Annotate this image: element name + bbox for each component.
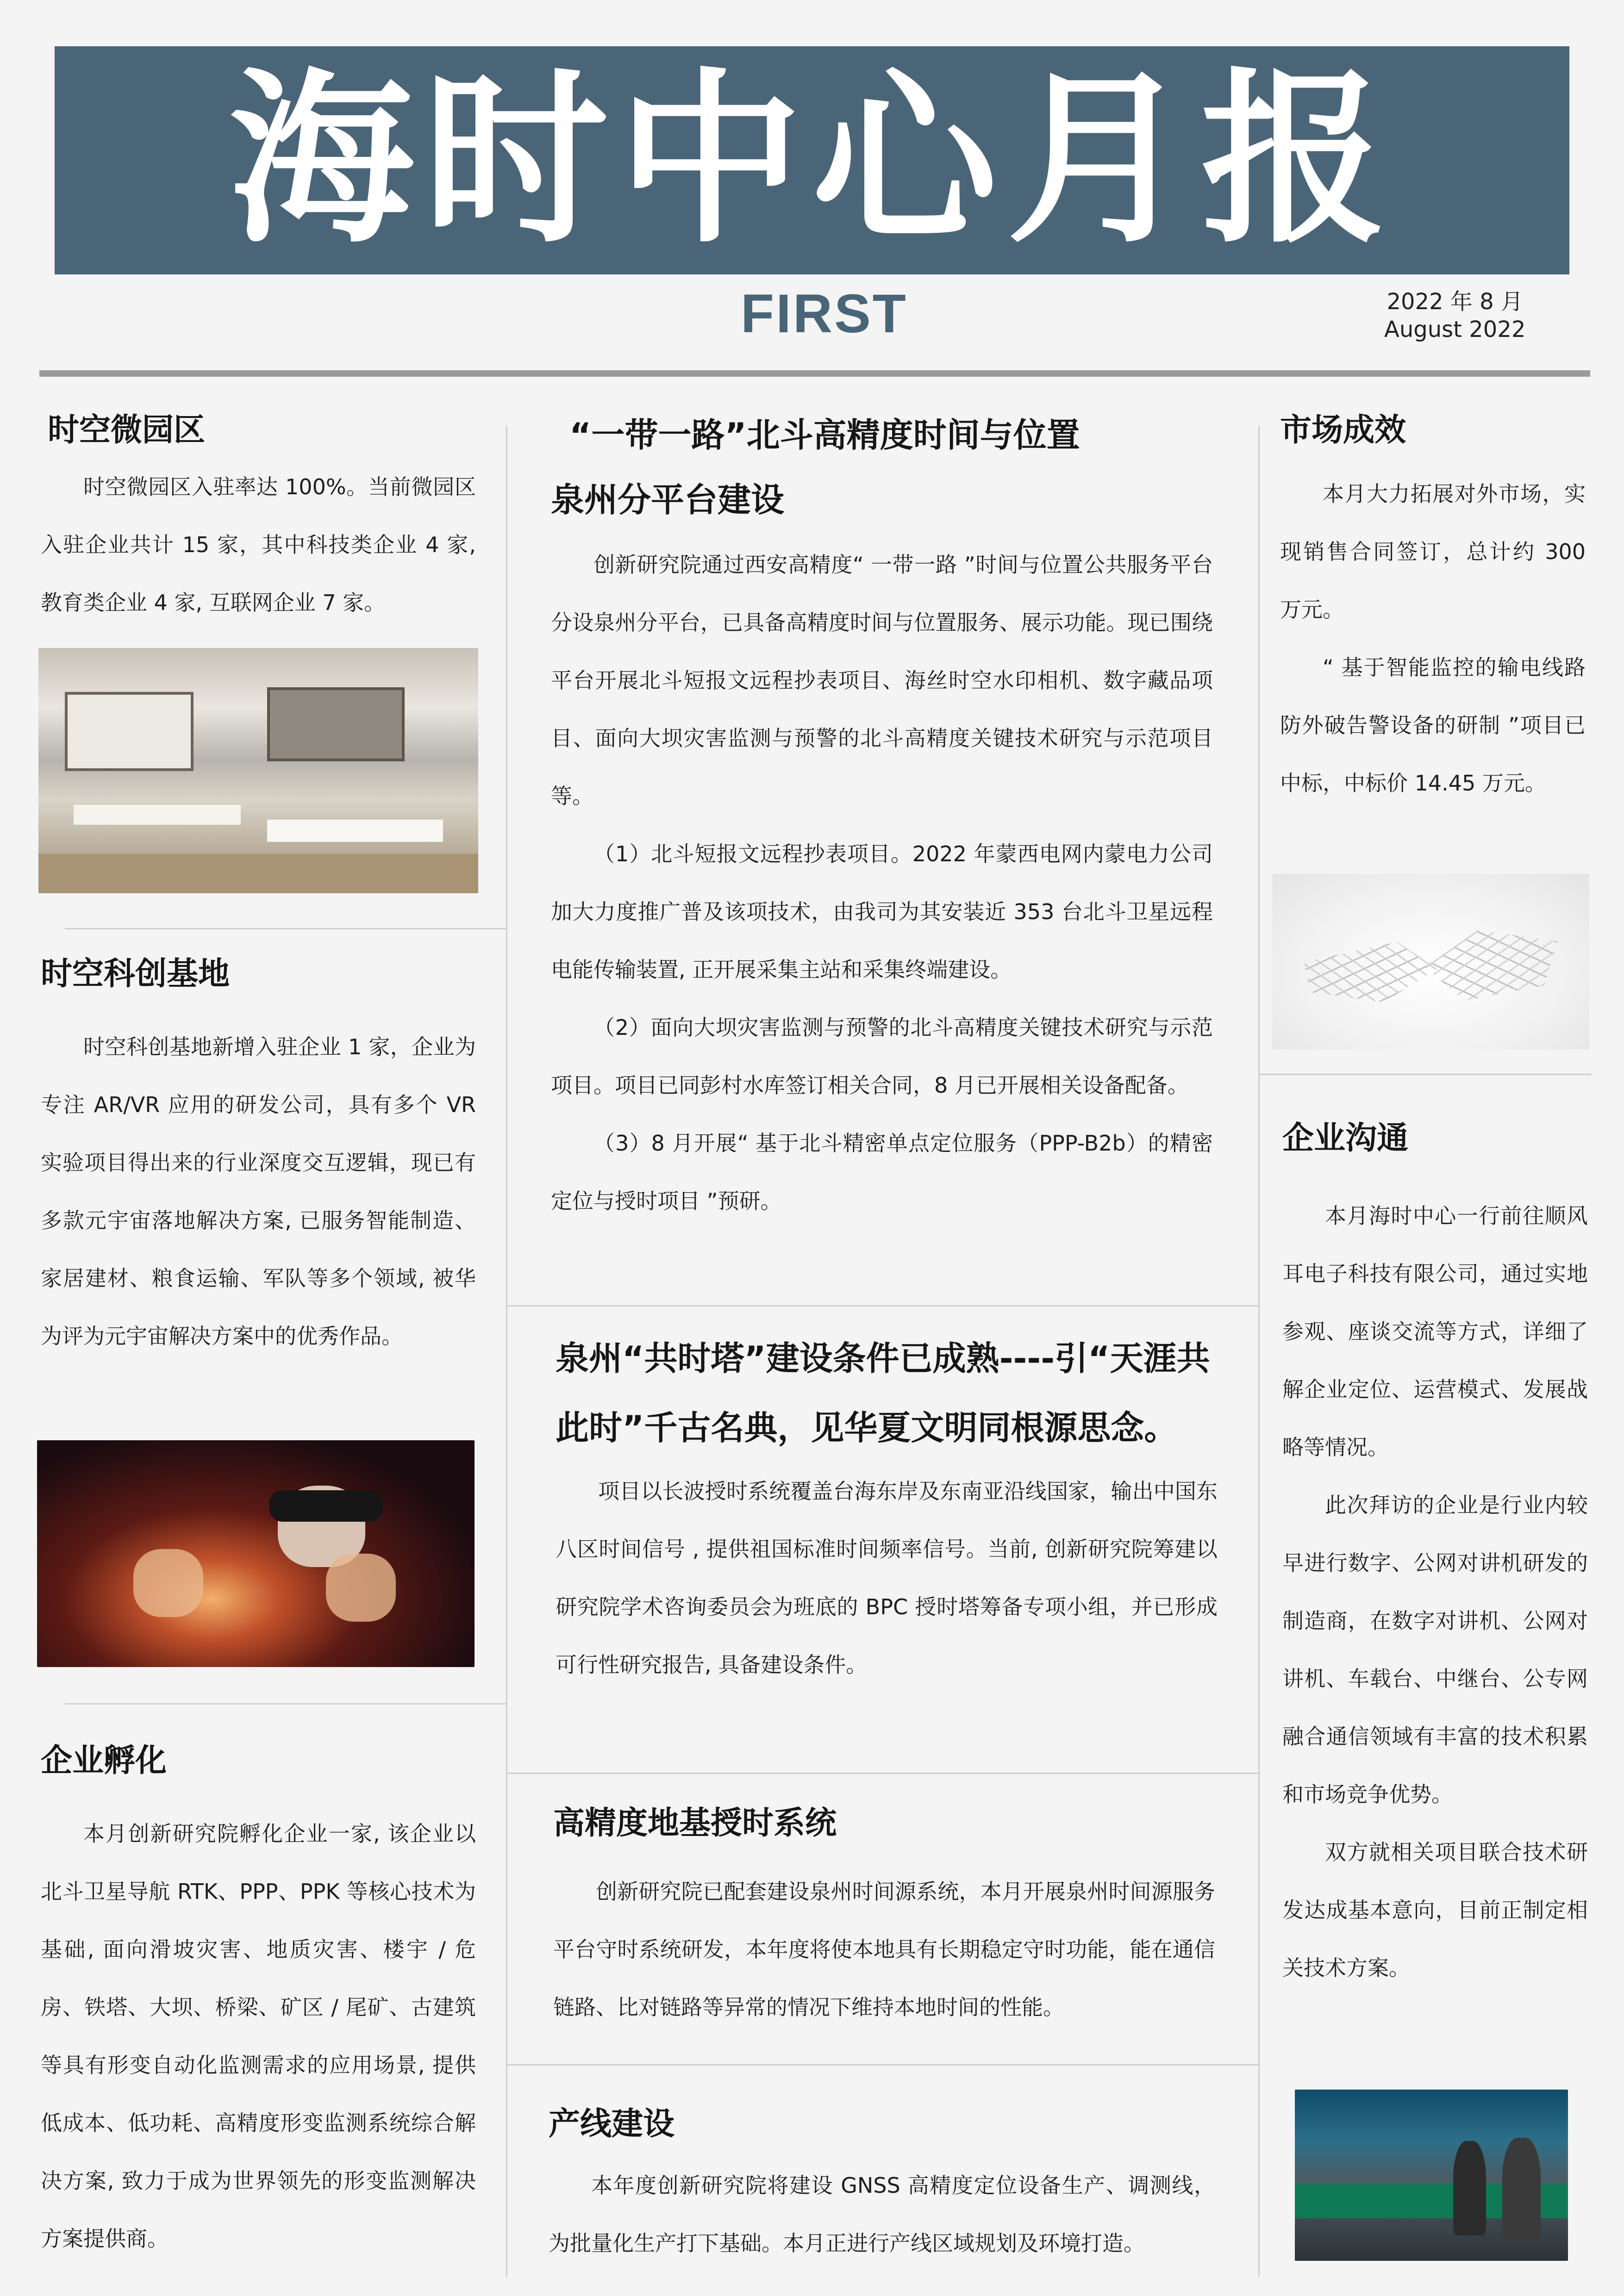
section-paragraph: （1）北斗短报文远程抄表项目。2022 年蒙西电网内蒙电力公司加大力度推广普及该项技术，由我司为其安装近 353 台北斗卫星远程电能传输装置, 正开展采集主站和采集终端建设。 bbox=[551, 841, 1213, 982]
header-divider bbox=[39, 370, 1590, 377]
section-market-results bbox=[1280, 407, 1586, 812]
section-divider bbox=[506, 1773, 1258, 1774]
section-divider bbox=[65, 928, 506, 929]
section-title: 企业孵化 bbox=[41, 1742, 167, 1779]
section-body: 创新研究院已配套建设泉州时间源系统，本月开展泉州时间源服务平台守时系统研发，本年度将使本地具有长期稳定守时功能，能在通信链路、比对链路等异常的情况下维持本地时间的性能。 bbox=[553, 1879, 1215, 2020]
section-title-line2: 泉州分平台建设 bbox=[551, 480, 785, 519]
section-divider bbox=[65, 1703, 506, 1705]
section-paragraph: 双方就相关项目联合技术研发达成基本意向，目前正制定相关技术方案。 bbox=[1282, 1840, 1588, 1980]
section-paragraph: （2）面向大坝灾害监测与预警的北斗高精度关键技术研究与示范项目。项目已同彭村水库签订相关合同，8 月已开展相关设备配备。 bbox=[551, 1015, 1213, 1098]
section-shared-time-tower bbox=[556, 1324, 1218, 1694]
vr-photo bbox=[37, 1440, 475, 1667]
section-enterprise-communication bbox=[1282, 1115, 1588, 1997]
section-title: 市场成效 bbox=[1280, 412, 1406, 448]
issue-date bbox=[1384, 288, 1525, 343]
section-belt-road-platform bbox=[551, 403, 1213, 1230]
section-title-line1: “一带一路”北斗高精度时间与位置 bbox=[569, 416, 1080, 454]
issue-date-cn: 2022 年 8 月 bbox=[1387, 289, 1523, 315]
masthead-title: 海时中心月报 bbox=[229, 52, 1395, 268]
section-divider bbox=[1258, 1074, 1592, 1075]
section-title: 泉州“共时塔”建设条件已成熟----引“天涯共此时”千古名典，见华夏文明同根源思念。 bbox=[556, 1339, 1210, 1447]
section-paragraph: 此次拜访的企业是行业内较早进行数字、公网对讲机研发的制造商，在数字对讲机、公网对讲机、车载台、中继台、公专网融合通信领域有丰富的技术积累和市场竞争优势。 bbox=[1282, 1493, 1588, 1807]
section-title: 企业沟通 bbox=[1282, 1120, 1409, 1157]
section-innovation-base bbox=[41, 951, 476, 1365]
section-body: 项目以长波授时系统覆盖台海东岸及东南亚沿线国家，输出中国东八区时间信号 , 提供祖国标准时间频率信号。当前, 创新研究院筹建以研究院学术咨询委员会为班底的 BPC 授时塔筹备专项小组，并已形成可行性研究报告, 具备建设条件。 bbox=[556, 1479, 1218, 1677]
section-body: 时空微园区入驻率达 100%。当前微园区入驻企业共计 15 家，其中科技类企业 4 家, 教育类企业 4 家, 互联网企业 7 家。 bbox=[41, 474, 476, 615]
section-body: 时空科创基地新增入驻企业 1 家，企业为专注 AR/VR 应用的研发公司，具有多个 VR 实验项目得出来的行业深度交互逻辑，现已有多款元宇宙落地解决方案, 已服务智能制造、家居建材、粮食运输、军队等多个领域, 被华为评为元宇宙解决方案中的优秀作品。 bbox=[41, 1034, 476, 1349]
handshake-photo bbox=[1272, 874, 1589, 1050]
factory-photo bbox=[1295, 2090, 1568, 2261]
section-micro-park bbox=[41, 407, 476, 632]
edition-label: FIRST bbox=[741, 283, 908, 344]
section-paragraph: 创新研究院通过西安高精度“ 一带一路 ”时间与位置公共服务平台分设泉州分平台，已具备高精度时间与位置服务、展示功能。现已围绕平台开展北斗短报文远程抄表项目、海丝时空水印相机、数字藏品项目、面向大坝灾害监测与预警的北斗高精度关键技术研究与示范项目等。 bbox=[551, 552, 1213, 809]
section-title: 高精度地基授时系统 bbox=[553, 1805, 837, 1842]
section-body: 本年度创新研究院将建设 GNSS 高精度定位设备生产、调测线，为批量化生产打下基础。本月正进行产线区域规划及环境打造。 bbox=[549, 2173, 1215, 2256]
section-divider bbox=[506, 1305, 1258, 1307]
masthead-banner bbox=[55, 46, 1569, 274]
section-production-line bbox=[549, 2101, 1215, 2272]
section-title: 产线建设 bbox=[549, 2106, 675, 2142]
section-incubation bbox=[41, 1738, 476, 2268]
section-paragraph: （3）8 月开展“ 基于北斗精密单点定位服务（PPP-B2b）的精密定位与授时项目 ”预研。 bbox=[551, 1131, 1213, 1213]
section-divider bbox=[506, 2064, 1258, 2066]
section-body: 本月创新研究院孵化企业一家, 该企业以北斗卫星导航 RTK、PPP、PPK 等核心技术为基础, 面向滑坡灾害、地质灾害、楼宇 / 危房、铁塔、大坝、桥梁、矿区 / 尾矿、古建筑等具有形变自动化监测需求的应用场景, 提供低成本、低功耗、高精度形变监测系统综合解决方案, 致力于成为世界领先的形变监测解决方案提供商。 bbox=[41, 1821, 476, 2251]
office-photo bbox=[38, 648, 478, 893]
section-paragraph: 本月大力拓展对外市场，实现销售合同签订，总计约 300 万元。 bbox=[1280, 481, 1586, 622]
column-divider-left bbox=[506, 426, 507, 2277]
section-paragraph: 本月海时中心一行前往顺风耳电子科技有限公司，通过实地参观、座谈交流等方式，详细了解企业定位、运营模式、发展战略等情况。 bbox=[1282, 1203, 1588, 1460]
column-divider-right bbox=[1258, 426, 1260, 2277]
issue-date-en: August 2022 bbox=[1384, 317, 1526, 342]
section-ground-timing bbox=[553, 1800, 1215, 2036]
section-title: 时空科创基地 bbox=[41, 956, 230, 992]
section-title: 时空微园区 bbox=[48, 412, 206, 448]
section-paragraph: “ 基于智能监控的输电线路防外破告警设备的研制 ”项目已中标，中标价 14.45 万元。 bbox=[1280, 655, 1586, 796]
